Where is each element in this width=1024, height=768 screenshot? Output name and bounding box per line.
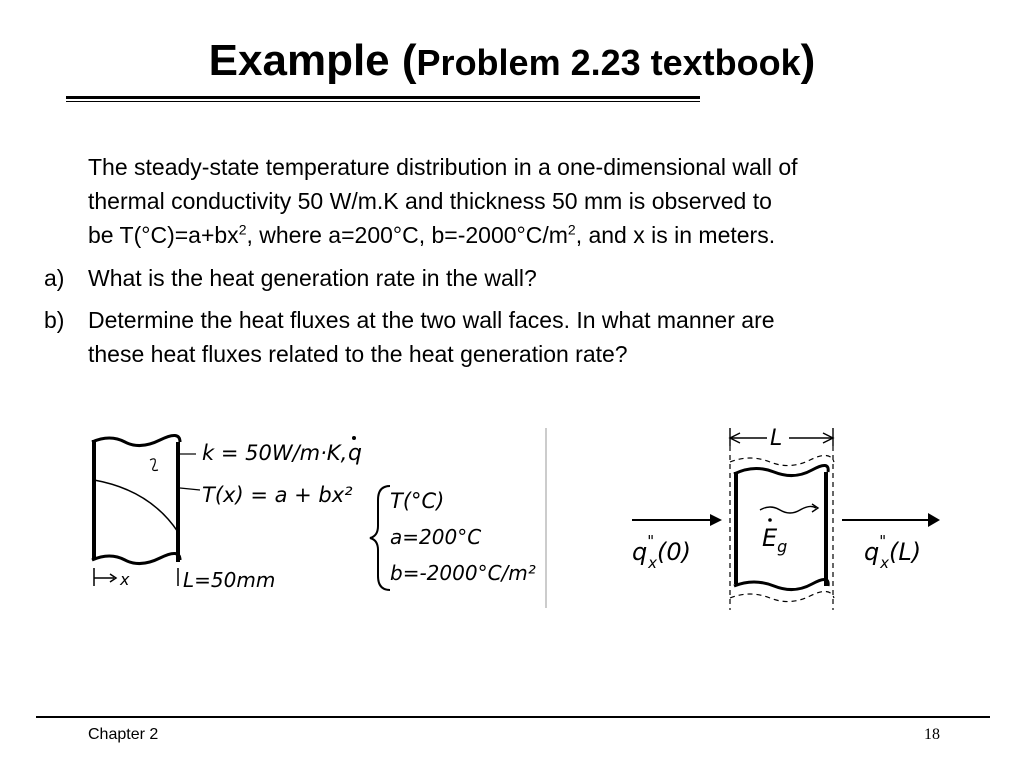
- intro-paragraph: [88, 150, 988, 252]
- middle-line-1: T(°C): [390, 489, 445, 513]
- question-a-text: What is the heat generation rate in the wall?: [88, 265, 537, 291]
- slide-title: [0, 36, 1024, 86]
- problem-figure: [70, 420, 970, 620]
- q-flux-in-label: [632, 532, 691, 572]
- q-dot-mark: [352, 436, 356, 440]
- question-b-line-2: these heat fluxes related to the heat generation rate?: [88, 341, 628, 367]
- E-gen-label: [762, 524, 787, 556]
- footer-page-number: 18: [924, 726, 940, 743]
- intro-line-3a: be T(°C)=a+bx: [88, 222, 239, 248]
- E-subscript: g: [777, 537, 788, 556]
- middle-line-2: a=200°C: [390, 525, 482, 549]
- intro-line-3b: , where a=200°C, b=-2000°C/m: [246, 222, 568, 248]
- question-b-line-1: Determine the heat fluxes at the two wall faces. In what manner are: [88, 307, 775, 333]
- title-underline: [66, 96, 700, 102]
- footer-rule: [36, 716, 990, 718]
- E-letter: E: [762, 524, 778, 552]
- E-dot-mark: [768, 518, 772, 522]
- title-underline-thin: [66, 101, 700, 102]
- footer-chapter: Chapter 2: [88, 726, 159, 743]
- qL-letter: q: [864, 538, 880, 566]
- arrow-in-head: [710, 514, 722, 526]
- right-control-volume-sketch: [632, 428, 932, 610]
- figure-drawing: [70, 420, 970, 620]
- qL-superscript: ": [879, 532, 887, 550]
- q0-argument: (0): [657, 538, 692, 566]
- question-b-text: [88, 303, 988, 371]
- intro-line-1: The steady-state temperature distribution in a one-dimensional wall of: [88, 154, 798, 180]
- qL-argument: (L): [889, 538, 922, 566]
- qL-subscript: x: [880, 554, 890, 572]
- intro-line-2: thermal conductivity 50 W/m.K and thickness 50 mm is observed to: [88, 188, 772, 214]
- title-sub: Problem 2.23 textbook: [416, 42, 801, 83]
- q-dot-label: q: [348, 441, 362, 466]
- arrow-out-head: [928, 513, 940, 527]
- title-main: Example (: [208, 36, 417, 85]
- q-flux-out-label: [864, 532, 921, 572]
- question-a-marker: a): [44, 265, 65, 291]
- intro-line-3c: , and x is in meters.: [575, 222, 776, 248]
- q0-superscript: ": [647, 532, 655, 550]
- intro-line-3: [88, 218, 988, 252]
- q0-subscript: x: [648, 554, 658, 572]
- superscript-2-b: 2: [567, 221, 576, 238]
- cv-L-label: L: [770, 426, 783, 451]
- question-b-marker: b): [44, 307, 65, 333]
- middle-line-3: b=-2000°C/m²: [390, 561, 536, 585]
- title-close: ): [800, 36, 816, 85]
- k-label: k = 50W/m·K,: [202, 441, 348, 465]
- q0-letter: q: [632, 538, 648, 566]
- T-of-x-label: T(x) = a + bx²: [202, 483, 353, 507]
- x-axis-label: x: [120, 570, 130, 589]
- left-wall-sketch: [92, 435, 200, 586]
- left-brace: [370, 486, 390, 590]
- title-underline-thick: [66, 96, 700, 99]
- superscript-2-a: 2: [238, 221, 247, 238]
- L-thickness-label: L=50mm: [183, 568, 276, 592]
